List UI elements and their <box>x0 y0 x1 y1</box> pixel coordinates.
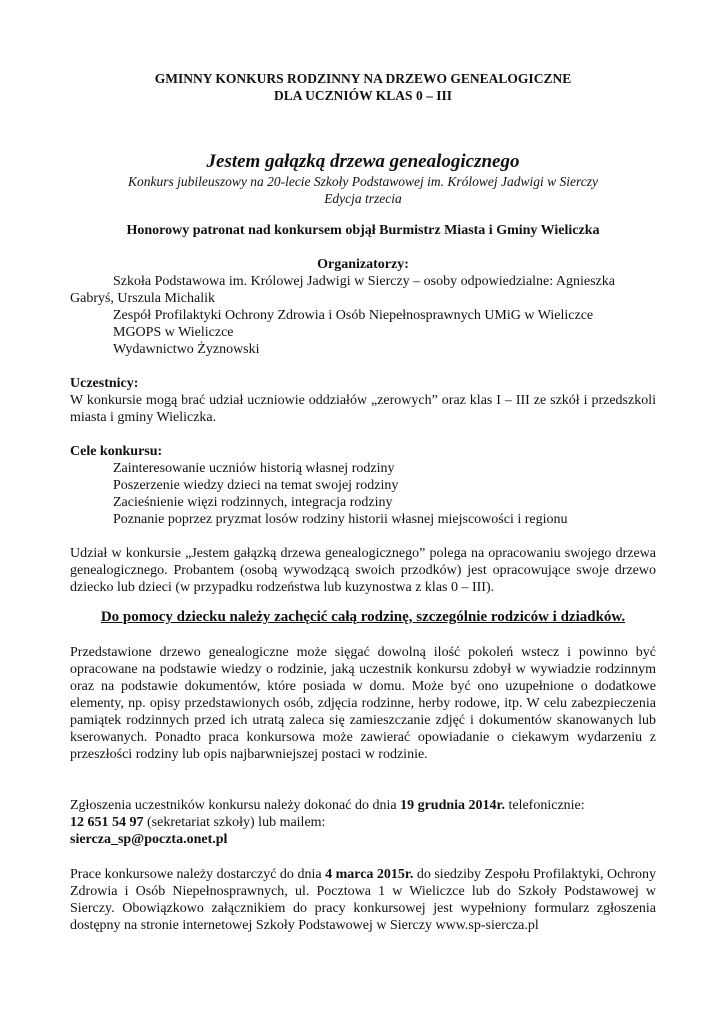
header-line-1: GMINNY KONKURS RODZINNY NA DRZEWO GENEALOGICZNE <box>154 71 572 86</box>
submission-paragraph <box>70 866 656 934</box>
contest-title: Jestem gałązką drzewa genealogicznego <box>206 151 520 172</box>
goal-text: Zainteresowanie uczniów historią własnej rodziny <box>113 461 395 476</box>
registration-deadline: 19 grudnia 2014r. <box>400 798 505 813</box>
goal-text: Poszerzenie wiedzy dzieci na temat swojej rodziny <box>113 478 399 493</box>
goal-text: Poznanie poprzez pryzmat losów rodziny historii własnej miejscowości i regionu <box>113 512 568 527</box>
submission-deadline: 4 marca 2015r. <box>325 867 414 882</box>
organizer-item <box>70 307 656 324</box>
organizers-section <box>70 256 656 358</box>
organizer-item <box>70 341 656 358</box>
organizer-text: Wydawnictwo Żyznowski <box>113 342 260 357</box>
organizer-item <box>70 273 656 307</box>
patronage-note: Honorowy patronat nad konkursem objął Burmistrz Miasta i Gminy Wieliczka <box>126 223 600 238</box>
goal-item <box>70 511 656 528</box>
registration-line <box>70 797 656 814</box>
goal-item <box>70 477 656 494</box>
email-address: siercza_sp@poczta.onet.pl <box>70 832 228 847</box>
submission-text-after: do siedziby Zespołu Profilaktyki, Ochrony Zdrowia i Osób Niepełnosprawnych, ul. Pocztowa 1 w Wieliczce lub do Szkoły Podstawowej w Sierczy. Obowiązkowo załącznikiem do pracy konkursowej jest wypełniony formularz zgłoszenia dostępny na stronie internetowej Szkoły Podstawowej w Sierczy www.sp-siercza.pl <box>70 867 657 933</box>
contest-subtitle: Konkurs jubileuszowy na 20-lecie Szkoły Podstawowej im. Królowej Jadwigi w Sierczy <box>127 174 599 189</box>
participants-text: W konkursie mogą brać udział uczniowie oddziałów „zerowych” oraz klas I – III ze szkół i przedszkoli miasta i gminy Wieliczka. <box>70 393 656 425</box>
participants-heading: Uczestnicy: <box>70 376 139 391</box>
submission-text: Prace konkursowe należy dostarczyć do dnia <box>70 867 326 882</box>
registration-text: Zgłoszenia uczestników konkursu należy dokonać do dnia <box>70 798 401 813</box>
header-line-2: DLA UCZNIÓW KLAS 0 – III <box>274 88 452 103</box>
organizer-text: Szkoła Podstawowa im. Królowej Jadwigi w Sierczy – osoby odpowiedzialne: Agnieszka Gabryś, Urszula Michalik <box>70 274 615 306</box>
rules-paragraph: Przedstawione drzewo genealogiczne może sięgać dowolną ilość pokoleń wstecz i powinno być opracowane na podstawie wiedzy o rodzinie, jaką uczestnik konkursu zdobył w wywiadzie rodzinnym oraz na podstawie dokumentów, które posiada w domu. Może być ono uzupełnione o dodatkowe elementy, np. opisy przedstawionych osób, zdjęcia rodzinne, herby rodowe, itp. W celu zabezpieczenia pamiątek rodzinnych przed ich utratą zaleca się zamieszczanie zdjęć i dokumentów skanowanych lub kserowanych. Ponadto praca konkursowa może zawierać opowiadanie o ciekawym wydarzeniu z przeszłości rodziny lub opis najbarwniejszej postaci w rodzinie. <box>70 645 656 762</box>
help-note: Do pomocy dziecku należy zachęcić całą rodzinę, szczególnie rodziców i dziadków. <box>100 609 626 625</box>
organizer-item <box>70 324 656 341</box>
goal-text: Zacieśnienie więzi rodzinnych, integracja rodziny <box>113 495 393 510</box>
goal-item <box>70 494 656 511</box>
organizer-text: Zespół Profilaktyki Ochrony Zdrowia i Osób Niepełnosprawnych UMiG w Wieliczce <box>113 308 594 323</box>
document-header <box>70 70 656 104</box>
participants-section <box>70 375 656 426</box>
goal-item <box>70 460 656 477</box>
description-paragraph: Udział w konkursie „Jestem gałązką drzewa genealogicznego” polega na opracowaniu swojego drzewa genealogicznego. Probantem (osobą wywodzącą swoich przodków) jest opracowujące swoje drzewo dziecko lub dzieci (w przypadku rodzeństwa lub kuzynostwa z klas 0 – III). <box>70 546 656 595</box>
phone-line <box>70 814 656 831</box>
goals-section <box>70 443 656 528</box>
phone-note: (sekretariat szkoły) lub mailem: <box>143 815 326 830</box>
organizers-list <box>70 273 656 358</box>
organizers-heading: Organizatorzy: <box>317 257 409 272</box>
goals-list <box>70 460 656 528</box>
organizer-text: MGOPS w Wieliczce <box>113 325 234 340</box>
registration-section <box>70 797 656 848</box>
registration-text-after: telefonicznie: <box>504 798 585 813</box>
goals-heading: Cele konkursu: <box>70 444 163 459</box>
phone-number: 12 651 54 97 <box>70 815 144 830</box>
edition-label: Edycja trzecia <box>324 191 402 206</box>
